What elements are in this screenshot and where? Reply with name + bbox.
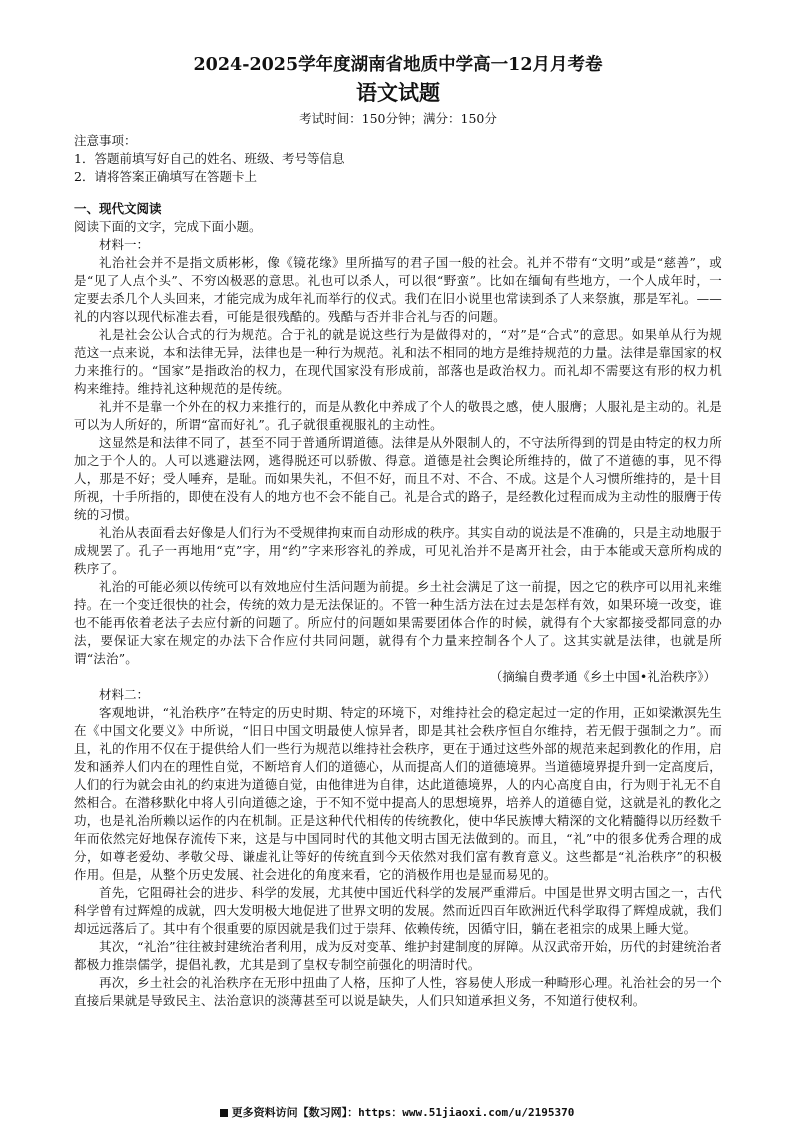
material-1-paragraph: 礼治社会并不是指文质彬彬，像《镜花缘》里所描写的君子国一般的社会。礼并不带有“文明”或是“慈善”，或是“见了人点个头”、不穷凶极恶的意思。礼也可以杀人，可以很“野蛮”。比如在缅甸有些地方，一个人成年时，一定要去杀几个人头回来，才能完成为成年礼而举行的仪式。我们在旧小说里也常读到杀了人来祭旗，那是军礼。——礼的内容以现代标准去看，可能是很残酷的。残酷与否并非合礼与否的问题。 (74, 255, 722, 324)
flag-icon (220, 1109, 228, 1117)
exam-page (74, 52, 722, 1010)
footer-link[interactable] (0, 1106, 794, 1120)
material-2-paragraph: 其次，“礼治”往往被封建统治者利用，成为反对变革、维护封建制度的屏障。从汉武帝开始，历代的封建统治者都极力推崇儒学，提倡礼教，尤其是到了皇权专制空前强化的明清时代。 (74, 939, 722, 972)
section-instruction: 阅读下面的文字，完成下面小题。 (74, 219, 262, 234)
material-1-paragraph: 这显然是和法律不同了，甚至不同于普通所谓道德。法律是从外限制人的，不守法所得到的罚是由特定的权力所加之于个人的。人可以逃避法网，逃得脱还可以骄傲、得意。道德是社会舆论所维持的，做了不道德的事，见不得人，那是不好；受人唾弃，是耻。而如果失礼，不但不好，而且不对、不合、不成。这是个人习惯所维持的，是十目所视，十手所指的，即使在没有人的地方也不会不能自己。礼是合式的路子，是经教化过程而成为主动性的服膺于传统的习惯。 (74, 435, 722, 522)
notes-heading: 注意事项： (74, 133, 137, 148)
exam-subtitle: 语文试题 (356, 80, 440, 105)
material-1-paragraph: 礼并不是靠一个外在的权力来推行的，而是从教化中养成了个人的敬畏之感，使人服膺；人服礼是主动的。礼是可以为人所好的，所谓“富而好礼”。孔子就很重视服礼的主动性。 (74, 399, 722, 432)
material-1-paragraph: 礼是社会公认合式的行为规范。合于礼的就是说这些行为是做得对的，“对”是“合式”的意思。如果单从行为规范这一点来说，本和法律无异，法律也是一种行为规范。礼和法不相同的地方是维持规范的力量。法律是靠国家的权力来推行的。“国家”是指政治的权力，在现代国家没有形成前，部落也是政治权力。而礼却不需要这有形的权力机构来维持。维持礼这种规范的是传统。 (74, 327, 722, 396)
notes-item: 1．答题前填写好自己的姓名、班级、考号等信息 (74, 151, 345, 166)
material-1-source: （摘编自费孝通《乡土中国•礼治秩序》） (489, 669, 716, 684)
footer-text[interactable]: 更多资料访问【数习网】：https：www.51jiaoxi.com/u/2195370 (231, 1106, 575, 1119)
exam-title: 2024-2025学年度湖南省地质中学高一12月月考卷 (193, 55, 603, 75)
exam-meta: 考试时间：150分钟；满分：150分 (299, 111, 497, 126)
notes-item: 2．请将答案正确填写在答题卡上 (74, 169, 257, 184)
material-1-paragraph: 礼治从表面看去好像是人们行为不受规律拘束而自动形成的秩序。其实自动的说法是不准确的，只是主动地服于成规罢了。孔子一再地用“克”字，用“约”字来形容礼的养成，可见礼治并不是离开社会，由于本能或天意所构成的秩序了。 (74, 525, 722, 576)
material-2-paragraph: 再次，乡土社会的礼治秩序在无形中扭曲了人格，压抑了人性，容易使人形成一种畸形心理。礼治社会的另一个直接后果就是导致民主、法治意识的淡薄甚至可以说是缺失，人们只知道承担义务，不知道行使权利。 (74, 975, 722, 1008)
section-heading: 一、现代文阅读 (74, 201, 162, 216)
notes-block (74, 132, 722, 186)
material-2-label: 材料二： (99, 687, 150, 702)
material-2-paragraph: 首先，它阻碍社会的进步、科学的发展，尤其使中国近代科学的发展严重滞后。中国是世界文明古国之一，古代科学曾有过辉煌的成就，四大发明极大地促进了世界文明的发展。然而近四百年欧洲近代科学取得了辉煌成就，我们却远远落后了。其中有个很重要的原因就是我们过于崇拜、依赖传统，因循守旧，躺在老祖宗的成果上睡大觉。 (74, 885, 722, 936)
material-1-paragraph: 礼治的可能必须以传统可以有效地应付生活问题为前提。乡土社会满足了这一前提，因之它的秩序可以用礼来维持。在一个变迁很快的社会，传统的效力是无法保证的。不管一种生活方法在过去是怎样有效，如果环境一改变，谁也不能再依着老法子去应付新的问题了。所应付的问题如果需要团体合作的时候，就得有个大家都接受都同意的办法，要保证大家在规定的办法下合作应付共同问题，就得有个力量来控制各个人了。这其实就是法律，也就是所谓“法治”。 (74, 579, 722, 666)
material-1-label: 材料一： (99, 237, 150, 252)
material-2-paragraph: 客观地讲，“礼治秩序”在特定的历史时期、特定的环境下，对维持社会的稳定起过一定的作用，正如梁漱溟先生在《中国文化要义》中所说，“旧日中国文明最使人惊异者，即是其社会秩序恒自尔维持，若无假于强制之力”。而且，礼的作用不仅在于提供给人们一些行为规范以维持社会秩序，更在于通过这些外部的规范来起到教化的作用，启发和涵养人们内在的理性自觉，不断培育人们的道德心，从而提高人们的道德境界。当道德境界提升到一定高度后，人们的行为就会由礼的约束进为道德自觉，由他律进为自律，达此道德境界，人的内心高度自由，行为则于礼无不自然相合。在潜移默化中将人引向道德之途，于不知不觉中提高人的思想境界，培养人的道德自觉，这就是礼的教化之功，也是礼治所赖以运作的内在机制。正是这种代代相传的传统教化，使中华民族博大精深的文化精髓得以历经数千年而依然完好地保存流传下来，这是与中国同时代的其他文明古国无法做到的。而且，“礼”中的很多优秀合理的成分，如尊老爱幼、孝敬父母、谦虚礼让等好的传统直到今天依然对我们富有教育意义。这些都是“礼治秩序”的积极作用。但是，从整个历史发展、社会进化的角度来看，它的消极作用也是显而易见的。 (74, 705, 722, 882)
